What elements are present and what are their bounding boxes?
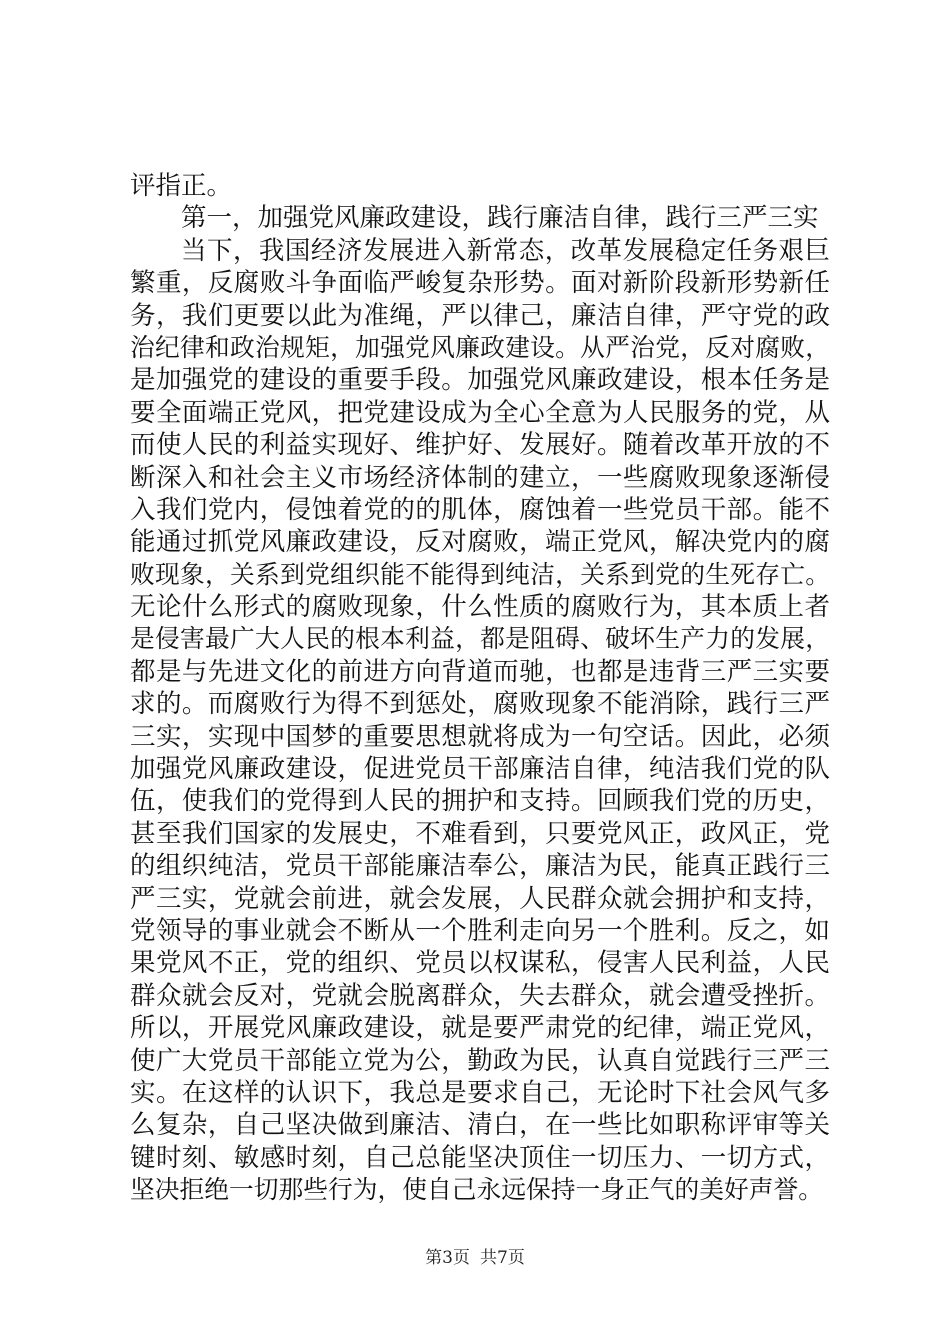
text-line: 败现象，关系到党组织能不能得到纯洁，关系到党的生死存亡。 [130, 559, 830, 589]
text-line: 键时刻、敏感时刻，自己总能坚决顶住一切压力、一切方式， [130, 1142, 830, 1173]
text-line: 使广大党员干部能立党为公，勤政为民，认真自觉践行三严三 [130, 1045, 830, 1076]
text-line: 断深入和社会主义市场经济体制的建立，一些腐败现象逐渐侵 [130, 462, 830, 493]
text-line: 党领导的事业就会不断从一个胜利走向另一个胜利。反之，如 [130, 915, 830, 946]
text-line: 么复杂，自己坚决做到廉洁、清白，在一些比如职称评审等关 [130, 1110, 830, 1141]
text-line: 都是与先进文化的前进方向背道而驰，也都是违背三严三实要 [130, 656, 830, 687]
page-footer [0, 1243, 950, 1268]
text-line: 果党风不正，党的组织、党员以权谋私，侵害人民利益，人民 [130, 948, 830, 979]
text-line: 所以，开展党风廉政建设，就是要严肃党的纪律，端正党风， [130, 1013, 830, 1044]
text-line: 加强党风廉政建设，促进党员干部廉洁自律，纯洁我们党的队 [130, 754, 830, 785]
text-line: 评指正。 [130, 171, 233, 201]
document-body [130, 170, 830, 1207]
text-line: 的组织纯洁，党员干部能廉洁奉公，廉洁为民，能真正践行三 [130, 851, 830, 882]
text-line: 务，我们更要以此为准绳，严以律己，廉洁自律，严守党的政 [130, 300, 830, 331]
text-line: 要全面端正党风，把党建设成为全心全意为人民服务的党，从 [130, 397, 830, 428]
text-line: 治纪律和政治规矩，加强党风廉政建设。从严治党，反对腐败， [130, 332, 830, 362]
text-line: 伍，使我们的党得到人民的拥护和支持。回顾我们党的历史， [130, 786, 830, 817]
text-line: 能通过抓党风廉政建设，反对腐败，端正党风，解决党内的腐 [130, 527, 830, 558]
text-line: 求的。而腐败行为得不到惩处，腐败现象不能消除，践行三严 [130, 689, 830, 720]
text-line: 实。在这样的认识下，我总是要求自己，无论时下社会风气多 [130, 1077, 830, 1108]
text-line: 是侵害最广大人民的根本利益，都是阻碍、破坏生产力的发展， [130, 624, 830, 654]
section-heading: 第一，加强党风廉政建设，践行廉洁自律，践行三严三实 [181, 203, 819, 234]
text-line: 是加强党的建设的重要手段。加强党风廉政建设，根本任务是 [130, 365, 830, 396]
text-line: 繁重，反腐败斗争面临严峻复杂形势。面对新阶段新形势新任 [130, 268, 830, 299]
text-line: 当下，我国经济发展进入新常态，改革发展稳定任务艰巨 [181, 235, 830, 266]
text-line: 入我们党内，侵蚀着党的的肌体，腐蚀着一些党员干部。能不 [130, 494, 830, 525]
page-number: 第3页 [425, 1248, 470, 1268]
page-total: 共7页 [480, 1248, 525, 1268]
text-line: 而使人民的利益实现好、维护好、发展好。随着改革开放的不 [130, 430, 830, 461]
text-line: 群众就会反对，党就会脱离群众，失去群众，就会遭受挫折。 [130, 980, 830, 1011]
text-line: 无论什么形式的腐败现象，什么性质的腐败行为，其本质上者 [130, 592, 830, 623]
text-line: 严三实，党就会前进，就会发展，人民群众就会拥护和支持， [130, 883, 830, 914]
text-line: 三实，实现中国梦的重要思想就将成为一句空话。因此，必须 [130, 721, 830, 752]
text-line: 甚至我们国家的发展史，不难看到，只要党风正，政风正，党 [130, 818, 830, 849]
text-line: 坚决拒绝一切那些行为，使自己永远保持一身正气的美好声誉。 [130, 1175, 823, 1205]
